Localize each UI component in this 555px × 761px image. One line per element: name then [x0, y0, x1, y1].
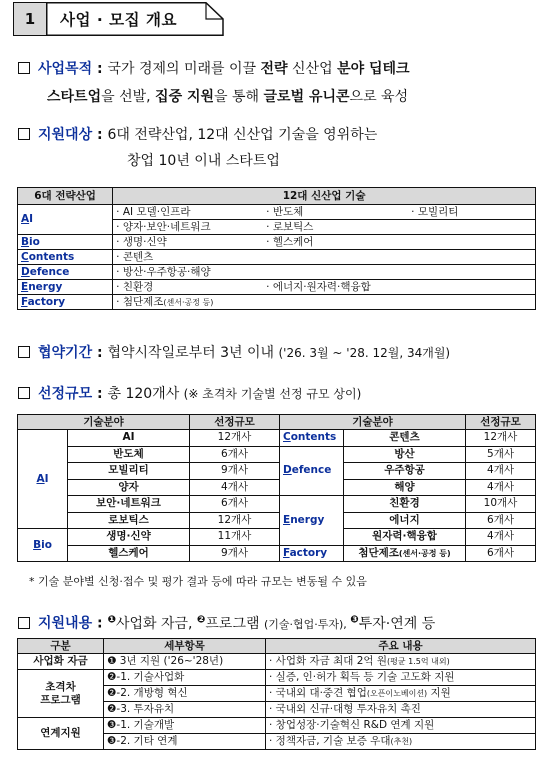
support-desc-small: (평균 1.5억 내외)	[387, 657, 450, 666]
industry-rest: io	[29, 235, 40, 248]
scale-tech-right	[344, 446, 466, 463]
bold-run: 전략	[260, 61, 288, 77]
support-row	[18, 718, 536, 734]
scale-tech-text: 방산	[394, 447, 415, 460]
checkbox-square-icon	[18, 346, 30, 358]
checkbox-square-icon	[18, 617, 30, 629]
scale-line: 선정규모 : 총 120개사 (※ 초격차 기술별 선정 규모 상이)	[18, 381, 361, 408]
industry-table	[17, 187, 536, 310]
industry-tech-text: · 콘텐츠	[116, 250, 154, 263]
scale-row	[18, 529, 536, 546]
group-initial: C	[283, 431, 291, 444]
industry-rest: ontents	[28, 250, 75, 263]
support-desc-text: · 사업화 자금 최대 2억 원	[269, 655, 387, 667]
industry-tech-cell	[113, 235, 536, 250]
industry-initial: E	[21, 280, 29, 293]
scale-count-right: 6개사	[466, 512, 536, 529]
support-item: ❸-2. 기타 연계	[104, 734, 266, 750]
scale-count-right: 6개사	[466, 545, 536, 562]
support-desc	[266, 654, 536, 670]
scale-count-left: 9개사	[190, 463, 280, 480]
support-item: ❸-1. 기술개발	[104, 718, 266, 734]
industry-tech-text	[411, 236, 531, 249]
support-item: ❶ 3년 지원 ('26~'28년)	[104, 654, 266, 670]
section-header	[13, 2, 224, 36]
section-number: 1	[13, 2, 46, 36]
support-label: 지원내용	[38, 615, 93, 632]
group-initial: F	[283, 546, 290, 559]
period-text: 협약시작일로부터 3년 이내	[107, 345, 279, 361]
support-line: 지원내용 : $^❶$사업화 자금, $^❷$프로그램 (기술·협업·투자), $^❸$투자·연계 등	[18, 606, 435, 638]
scale-tech-text: 콘텐츠	[389, 431, 420, 444]
target-text-line1: 6대 전략산업, 12대 신산업 기술을 영위하는	[107, 127, 378, 143]
support-category	[18, 654, 104, 670]
bold-run: 글로벌 유니콘	[263, 89, 350, 105]
scale-row	[18, 545, 536, 562]
industry-tech-cell	[113, 280, 536, 295]
industry-initial: C	[21, 250, 29, 263]
support-desc	[266, 702, 536, 718]
industry-row	[18, 265, 536, 280]
scale-tech-right	[344, 463, 466, 480]
support-desc-text: · 창업성장·기술혁신 R&D 연계 지원	[269, 719, 435, 731]
purpose-line: 사업목적 : 국가 경제의 미래를 이끌 전략 신산업 분야 딥테크	[18, 56, 410, 83]
industry-tech-text: · 모빌리티	[411, 205, 459, 218]
scale-tech-text: 에너지	[389, 513, 420, 526]
bold-run: 스타트업	[47, 89, 102, 105]
support-desc-text: · 국내외 신규·대형 투자유치 촉진	[269, 703, 421, 715]
scale-count-right: 4개사	[466, 479, 536, 496]
scale-count-right: 10개사	[466, 496, 536, 513]
support-item: ❷-1. 기술사업화	[104, 670, 266, 686]
support-desc	[266, 670, 536, 686]
period-label: 협약기간	[38, 345, 93, 361]
scale-count-right: 5개사	[466, 446, 536, 463]
scale-row	[18, 430, 536, 447]
support-category	[18, 718, 104, 750]
group-rest: io	[41, 538, 52, 551]
support-item: ❷-2. 개방형 혁신	[104, 686, 266, 702]
industry-tech-text: · 에너지·원자력·핵융합	[266, 280, 371, 293]
scale-row	[18, 479, 536, 496]
scale-tech-left: 양자	[68, 479, 190, 496]
support-category-text: 사업화 자금	[33, 655, 88, 667]
industry-rest: actory	[27, 295, 66, 308]
scale-tech-left: 로보틱스	[68, 512, 190, 529]
scale-header-count-right: 선정규모	[466, 415, 536, 430]
scale-tech-right	[344, 529, 466, 546]
support-item-text: 프로그램	[205, 615, 264, 632]
industry-tech	[113, 265, 536, 280]
checkbox-square-icon	[18, 387, 30, 399]
support-category-text: 프로그램	[40, 693, 81, 706]
scale-group-left	[18, 430, 68, 529]
scale-count-left: 6개사	[190, 446, 280, 463]
group-rest: I	[44, 472, 49, 485]
industry-category	[18, 280, 113, 295]
bold-run: 분야 딥테크	[337, 61, 410, 77]
industry-category	[18, 205, 113, 235]
industry-rest: I	[29, 213, 34, 225]
scale-tech-left: 반도체	[68, 446, 190, 463]
target-text-line2: 창업 10년 이내 스타트업	[127, 153, 280, 169]
support-desc-text: · 국내외 대·중견 협업	[269, 687, 367, 699]
industry-row	[18, 235, 536, 250]
section-title-box	[46, 2, 224, 36]
group-rest: actory	[289, 546, 328, 559]
scale-tech-left: 보안·네트워크	[68, 496, 190, 513]
scale-count-left: 12개사	[190, 512, 280, 529]
scale-row	[18, 512, 536, 529]
industry-row	[18, 295, 536, 310]
support-item-text: 사업화 자금,	[115, 615, 197, 632]
scale-count-left: 12개사	[190, 430, 280, 447]
industry-row	[18, 205, 536, 220]
scale-header-count-left: 선정규모	[190, 415, 280, 430]
scale-tech-text: 해양	[394, 480, 415, 493]
scale-group-left	[18, 529, 68, 562]
industry-tech-text: · 첨단제조	[116, 295, 164, 308]
group-rest: nergy	[290, 513, 325, 526]
scale-count-left: 6개사	[190, 496, 280, 513]
industry-tech-text: · 생명·신약	[116, 235, 167, 248]
scale-tech-text: 첨단제조	[358, 546, 399, 559]
scale-table	[17, 414, 536, 562]
support-category-text: 연계지원	[40, 727, 81, 739]
support-item-text: 투자·연계 등	[358, 615, 436, 632]
support-row	[18, 654, 536, 670]
scale-row	[18, 446, 536, 463]
group-rest: ontents	[290, 431, 337, 444]
scale-tech-right	[344, 512, 466, 529]
purpose-text-line1	[107, 61, 409, 77]
industry-header-2: 12대 신산업 기술	[113, 188, 536, 205]
industry-tech-text: · 친환경	[116, 280, 154, 293]
support-header-desc: 주요 내용	[266, 639, 536, 654]
support-table	[17, 638, 536, 750]
support-category	[18, 670, 104, 718]
period-detail: ('26. 3월 ~ '28. 12월, 34개월)	[278, 346, 451, 360]
support-items	[107, 616, 435, 632]
industry-initial: D	[21, 265, 30, 278]
scale-tech-small: (센서·공정 등)	[398, 548, 451, 558]
industry-tech-text: · AI 모델·인프라	[116, 205, 191, 218]
number-marker-icon: ❶	[107, 614, 116, 625]
industry-tech-text: · 반도체	[266, 205, 304, 218]
scale-tech-text: 우주항공	[384, 464, 425, 477]
support-header-item: 세부항목	[104, 639, 266, 654]
text-run: 신산업	[287, 61, 338, 77]
industry-row	[18, 250, 536, 265]
scale-group-right	[280, 446, 344, 496]
industry-tech-text: · 양자·보안·네트워크	[116, 220, 211, 233]
scale-tech-left: AI	[68, 430, 190, 447]
scale-count-left: 9개사	[190, 545, 280, 562]
group-initial: D	[283, 464, 292, 477]
scale-label: 선정규모	[38, 386, 93, 402]
scale-note: (※ 초격차 기술별 선정 규모 상이)	[183, 387, 362, 401]
support-desc	[266, 718, 536, 734]
support-item-paren: (기술·협업·투자),	[263, 617, 351, 631]
scale-footnote: * 기술 분야별 신청·접수 및 평가 결과 등에 따라 규모는 변동될 수 있음	[29, 575, 367, 588]
purpose-label: 사업목적	[38, 61, 93, 77]
industry-tech-cell	[113, 220, 536, 235]
industry-initial: F	[21, 295, 28, 308]
industry-header-1: 6대 전략산업	[18, 188, 113, 205]
scale-group-right	[280, 430, 344, 447]
support-desc-text: · 정책자금, 기술 보증 우대	[269, 735, 391, 747]
scale-count-right: 4개사	[466, 463, 536, 480]
industry-tech-text	[411, 221, 531, 234]
industry-tech-text: · 방산·우주항공·해양	[116, 265, 211, 278]
checkbox-square-icon	[18, 62, 30, 74]
group-initial: A	[36, 472, 45, 485]
scale-group-right	[280, 496, 344, 546]
scale-row	[18, 463, 536, 480]
scale-tech-left: 생명·신약	[68, 529, 190, 546]
purpose-text-line2	[47, 86, 408, 106]
support-row	[18, 670, 536, 686]
group-initial: B	[33, 538, 42, 551]
group-rest: efence	[291, 464, 332, 477]
scale-tech-right	[344, 545, 466, 562]
scale-row	[18, 496, 536, 513]
text-run: 을 선발,	[101, 89, 156, 105]
scale-text: 총 120개사	[107, 386, 184, 402]
industry-tech	[113, 295, 536, 310]
industry-category	[18, 295, 113, 310]
bold-run: 집중 지원	[155, 89, 215, 105]
support-header-cat: 구분	[18, 639, 104, 654]
scale-tech-right	[344, 479, 466, 496]
industry-tech-text: · 로보틱스	[266, 220, 314, 233]
scale-tech-text: 친환경	[389, 497, 420, 510]
industry-initial: B	[21, 235, 30, 248]
industry-tech-small: (센서·공정 등)	[163, 297, 214, 307]
scale-count-right: 12개사	[466, 430, 536, 447]
support-desc-small: (오픈이노베이션)	[366, 689, 428, 698]
industry-rest: nergy	[28, 280, 63, 293]
industry-tech-cell	[113, 205, 536, 220]
scale-tech-text: 원자력·핵융합	[372, 530, 437, 543]
support-desc-text: · 실증, 인·허가 획득 등 기술 고도화 지원	[269, 671, 455, 683]
industry-category	[18, 250, 113, 265]
scale-count-left: 11개사	[190, 529, 280, 546]
scale-count-right: 4개사	[466, 529, 536, 546]
number-marker-icon: ❸	[350, 614, 359, 625]
industry-tech-text: · 헬스케어	[266, 235, 314, 248]
section-title: 사업 · 모집 개요	[60, 11, 177, 29]
industry-tech-text	[411, 281, 531, 294]
industry-rest: efence	[29, 265, 70, 278]
text-run: 국가 경제의 미래를 이끌	[107, 61, 261, 77]
industry-initial: A	[21, 213, 30, 225]
text-run: 으로 육성	[349, 89, 409, 105]
scale-group-right	[280, 545, 344, 562]
group-initial: E	[283, 513, 291, 526]
checkbox-square-icon	[18, 128, 30, 140]
industry-category	[18, 235, 113, 250]
target-line: 지원대상 : 6대 전략산업, 12대 신산업 기술을 영위하는	[18, 122, 377, 149]
support-desc-small: (추천)	[390, 737, 413, 746]
scale-tech-left: 헬스케어	[68, 545, 190, 562]
scale-header-tech-right: 기술분야	[280, 415, 466, 430]
industry-row	[18, 280, 536, 295]
scale-tech-right	[344, 430, 466, 447]
target-label: 지원대상	[38, 127, 93, 143]
scale-count-left: 4개사	[190, 479, 280, 496]
support-item: ❷-3. 투자유치	[104, 702, 266, 718]
support-category-text: 초격차	[45, 680, 76, 693]
number-marker-icon: ❷	[196, 614, 206, 625]
text-run: 을 통해	[214, 89, 264, 105]
industry-tech	[113, 250, 536, 265]
support-desc	[266, 734, 536, 750]
scale-header-tech-left: 기술분야	[18, 415, 190, 430]
scale-tech-left: 모빌리티	[68, 463, 190, 480]
industry-category	[18, 265, 113, 280]
support-desc-tail: 지원	[427, 687, 451, 699]
period-line: 협약기간 : 협약시작일로부터 3년 이내 ('26. 3월 ~ '28. 12월, 34개월)	[18, 340, 450, 367]
support-desc	[266, 686, 536, 702]
scale-tech-right	[344, 496, 466, 513]
